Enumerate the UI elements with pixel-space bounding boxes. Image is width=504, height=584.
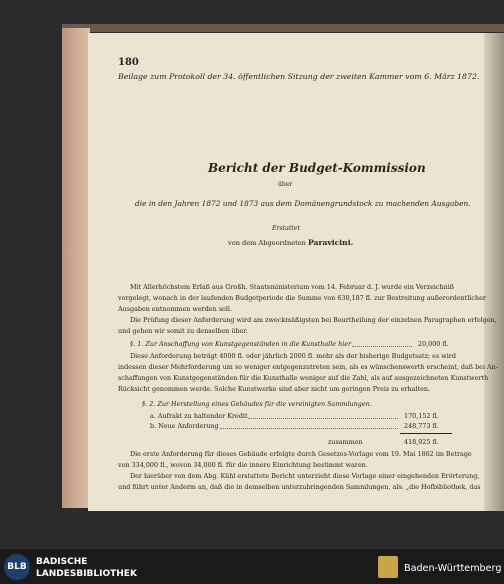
section-2-text-line: Der hierüber von dem Abg. Kühl erstattete Bericht unterzieht diese Vorlage einer eingehenden Erörterung, (130, 472, 480, 480)
leader-dots (248, 418, 398, 419)
section-2-total-label: zusammen (328, 438, 363, 446)
page-gutter-shadow (484, 33, 504, 511)
paragraph-line: Ausgaben entnommen werden soll. (118, 305, 232, 313)
page-number: 180 (118, 57, 139, 68)
section-1-text-line: Diese Anforderung beträgt 4000 fl. oder jährlich 2000 fl. mehr als der bisherige Budgetsatz; es wird (130, 352, 456, 360)
section-1-amount: 20,000 fl. (418, 340, 449, 348)
leader-dots (352, 346, 412, 347)
erstattet-label: Erstattet (272, 225, 300, 232)
state-name: Baden-Württemberg (404, 563, 502, 574)
report-subtitle: die in den Jahren 1872 und 1873 aus dem Domänengrundstock zu machenden Ausgaben. (135, 199, 471, 208)
book-top-edge (62, 24, 504, 32)
section-1-heading: §. 1. Zur Anschaffung von Kunstgegenständen in die Kunsthalle hier (130, 340, 352, 348)
paragraph-line: und gehen wir somit zu denselben über. (118, 327, 248, 335)
state-crest-icon (378, 556, 398, 578)
sum-rule (400, 433, 452, 434)
title-connector: über (278, 181, 293, 188)
author-name: Paravicini. (308, 238, 354, 247)
section-2-heading: §. 2. Zur Herstellung eines Gebäudes für die vereinigten Sammlungen. (142, 400, 372, 408)
section-1-text-line: Rücksicht genommen werde. Solche Kunstwerke sind aber nicht um geringen Preis zu erhalten. (118, 385, 431, 393)
section-1-text-line: schaffungen von Kunstgegenständen für die Kunsthalle weniger auf die Zahl, als auf ausgezeichneten Kunstwerth (118, 374, 489, 382)
section-2-item-label: b. Neue Anforderung (150, 422, 219, 430)
section-2-text-line: und führt unter Anderm an, daß die in demselben unterzubringenden Sammlungen, als: „die Hofbibliothek, das (118, 483, 481, 491)
leader-dots (220, 428, 398, 429)
paragraph-line: vorgelegt, wonach in der laufenden Budgetperiode die Summe von 630,187 fl. zur Bestreitung außerordentlicher (118, 294, 486, 302)
library-name-line2: LANDESBIBLIOTHEK (36, 569, 137, 579)
blb-logo-icon[interactable]: BLB (4, 554, 30, 580)
paragraph-line: Mit Allerhöchstem Erlaß aus Großh. Staatsministerium vom 14. Februar d. J. wurde ein Verzeichniß (130, 283, 455, 291)
section-2-total-amount: 418,925 fl. (404, 438, 439, 446)
report-title: Bericht der Budget-Kommission (208, 161, 426, 175)
paragraph-line: Die Prüfung dieser Anforderung wird am zweckmäßigsten bei Beurtheilung der einzelnen Paragraphen erfolgen, (130, 316, 497, 324)
section-2-item-label: a. Aufrakt zu haltender Kredit (150, 412, 248, 420)
library-name-line1: BADISCHE (36, 557, 88, 567)
section-2-text-line: von 334,000 fl., wovon 34,000 fl. für die innere Einrichtung bestimmt waren. (118, 461, 368, 469)
author-prefix: von dem Abgeordneten (228, 239, 306, 247)
section-1-text-line: indessen dieser Mehrforderung um so weniger entgegenzutreten sein, als es wünschenswerth erscheint, daß bei An- (118, 363, 498, 371)
running-header: Beilage zum Protokoll der 34. öffentlichen Sitzung der zweiten Kammer vom 6. März 1872. (118, 72, 480, 81)
section-2-item-amount: 248,773 fl. (404, 422, 439, 430)
author-line (228, 238, 353, 247)
book-page-edges (62, 28, 90, 508)
section-2-text-line: Die erste Anforderung für dieses Gebäude erfolgte durch Gesetzes-Vorlage vom 19. Mai 1862 im Betrage (130, 450, 472, 458)
section-2-item-amount: 170,152 fl. (404, 412, 439, 420)
